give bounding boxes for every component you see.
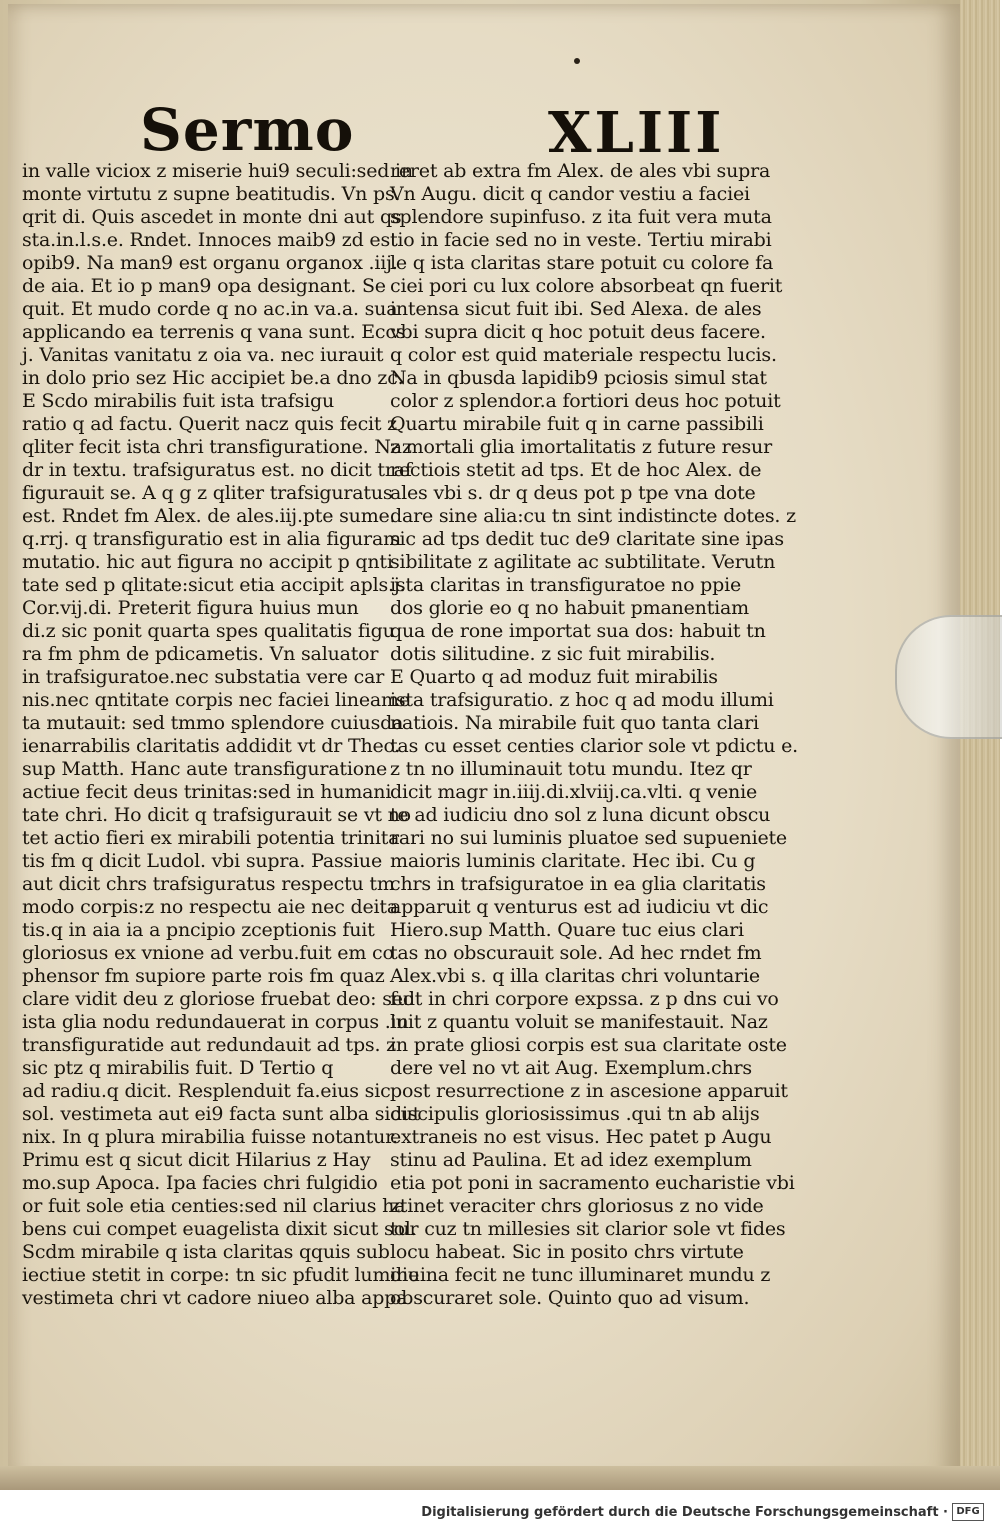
text-line: bens cui compet euagelista dixit sicut sol. (22, 1218, 417, 1240)
text-line: te ad iudiciu dno sol z luna dicunt obscu (390, 804, 771, 826)
text-column-left (22, 160, 421, 1310)
text-line: ad radiu.q dicit. Resplenduit fa.eius sic (22, 1080, 391, 1102)
text-line: iectiue stetit in corpe: tn sic pfudit lumine (22, 1264, 420, 1286)
text-line: vestimeta chri vt cadore niueo alba appa (22, 1287, 408, 1309)
text-line: z mortali glia imortalitatis z future resur (390, 436, 772, 458)
funding-credit: Digitalisierung gefördert durch die Deutsche Forschungsgemeinschaft · (421, 1505, 948, 1520)
text-line: ta mutauit: sed tmmo splendore cuiusda (22, 712, 404, 734)
text-line: in trafsiguratoe.nec substatia vere car (22, 666, 385, 688)
text-line: apparuit q venturus est ad iudiciu vt dic (390, 896, 769, 918)
text-line: z tn no illuminauit totu mundu. Itez qr (390, 758, 752, 780)
text-line: clare vidit deu z gloriose fruebat deo: sed (22, 988, 415, 1010)
text-line: Alex.vbi s. q illa claritas chri voluntarie (390, 965, 760, 987)
text-line: q color est quid materiale respectu lucis. (390, 344, 777, 366)
text-line: j. Vanitas vanitatu z oia va. nec iurauit (22, 344, 384, 366)
text-line: sibilitate z agilitate ac subtilitate. Verutn (390, 551, 776, 573)
text-line: dere vel no vt ait Aug. Exemplum.chrs (390, 1057, 752, 1079)
text-line: ienarrabilis claritatis addidit vt dr Theo. (22, 735, 401, 757)
text-line: ciei pori cu lux colore absorbeat qn fuerit (390, 275, 783, 297)
text-line: Hiero.sup Matth. Quare tuc eius clari (390, 919, 744, 941)
text-line: or fuit sole etia centies:sed nil clarius ha (22, 1195, 406, 1217)
text-line: mo.sup Apoca. Ipa facies chri fulgidio (22, 1172, 378, 1194)
text-line: dicit magr in.iiij.di.xlviij.ca.vlti. q venie (390, 781, 758, 803)
running-header-left: Sermo (140, 96, 355, 164)
text-line: transfiguratide aut redundauit ad tps. z (22, 1034, 396, 1056)
text-line: ista claritas in transfiguratoe no ppie (390, 574, 742, 596)
page-edges (960, 0, 1000, 1490)
text-line: actiue fecit deus trinitas:sed in humani (22, 781, 392, 803)
text-line: vbi supra dicit q hoc potuit deus facere. (390, 321, 766, 343)
text-line: tet actio fieri ex mirabili potentia trinita (22, 827, 400, 849)
text-line: extraneis no est visus. Hec patet p Augu (390, 1126, 772, 1148)
text-line: splendore supinfuso. z ita fuit vera muta (390, 206, 772, 228)
text-line: gloriosus ex vnione ad verbu.fuit em co (22, 942, 394, 964)
text-line: sic ad tps dedit tuc de9 claritate sine ipas (390, 528, 784, 550)
text-line: rectiois stetit ad tps. Et de hoc Alex. de (390, 459, 762, 481)
text-line: ista glia nodu redundauerat in corpus .in (22, 1011, 409, 1033)
text-line: figurauit se. A q g z qliter trafsiguratus (22, 482, 393, 504)
text-line: mutatio. hic aut figura no accipit p qnti (22, 551, 393, 573)
text-line: in valle viciox z miserie hui9 seculi:sed in (22, 160, 413, 182)
text-line: nix. In q plura mirabilia fuisse notantur. (22, 1126, 398, 1148)
text-line: natiois. Na mirabile fuit quo tanta clari (390, 712, 759, 734)
ink-dot (574, 58, 580, 64)
dfg-logo: DFG (952, 1503, 984, 1521)
text-line: tis.q in aia ia a pncipio zceptionis fuit (22, 919, 375, 941)
text-line: E Quarto q ad moduz fuit mirabilis (390, 666, 718, 688)
page-clip (895, 615, 1002, 739)
text-line: maioris luminis claritate. Hec ibi. Cu g (390, 850, 756, 872)
text-line: Scdm mirabile q ista claritas qquis sub (22, 1241, 390, 1263)
text-line: qrit di. Quis ascedet in monte dni aut qs (22, 206, 402, 228)
text-line: Vn Augu. dicit q candor vestiu a faciei (390, 183, 750, 205)
text-line: ales vbi s. dr q deus pot p tpe vna dote (390, 482, 756, 504)
folio-number: XLIII (548, 100, 725, 166)
text-line: locu habeat. Sic in posito chrs virtute (390, 1241, 744, 1263)
text-line: nis.nec qntitate corpis nec faciei lineame (22, 689, 410, 711)
text-line: tur cuz tn millesies sit clarior sole vt fides (390, 1218, 786, 1240)
text-line: quit. Et mudo corde q no ac.in va.a. sua (22, 298, 398, 320)
text-line: fuit in chri corpore expssa. z p dns cui vo (390, 988, 779, 1010)
text-line: monte virtutu z supne beatitudis. Vn ps. (22, 183, 401, 205)
text-line: sic ptz q mirabilis fuit. D Tertio q (22, 1057, 334, 1079)
text-line: in dolo prio sez Hic accipiet be.a dno zc. (22, 367, 404, 389)
text-line: applicando ea terrenis q vana sunt. Eccs (22, 321, 406, 343)
text-line: Na in qbusda lapidib9 pciosis simul stat (390, 367, 767, 389)
text-line: sta.in.l.s.e. Rndet. Innoces maib9 zd est (22, 229, 398, 251)
text-line: tate sed p qlitate:sicut etia accipit apls.j. (22, 574, 406, 596)
text-line: opib9. Na man9 est organu organox .iij. (22, 252, 398, 274)
text-line: ra fm phm de pdicametis. Vn saluator (22, 643, 379, 665)
text-line: de aia. Et io p man9 opa designant. Se (22, 275, 386, 297)
text-line: dotis silitudine. z sic fuit mirabilis. (390, 643, 716, 665)
text-line: modo corpis:z no respectu aie nec deita (22, 896, 398, 918)
text-line: le q ista claritas stare potuit cu colore fa (390, 252, 774, 274)
text-line: color z splendor.a fortiori deus hoc potuit (390, 390, 781, 412)
text-line: stinu ad Paulina. Et ad idez exemplum (390, 1149, 752, 1171)
text-line: aut dicit chrs trafsiguratus respectu tm (22, 873, 395, 895)
text-line: diuina fecit ne tunc illuminaret mundu z (390, 1264, 771, 1286)
text-line: obscuraret sole. Quinto quo ad visum. (390, 1287, 750, 1309)
text-line: tate chri. Ho dicit q trafsigurauit se vt no (22, 804, 411, 826)
text-line: intensa sicut fuit ibi. Sed Alexa. de ales (390, 298, 762, 320)
text-line: Quartu mirabile fuit q in carne passibili (390, 413, 764, 435)
text-line: dos glorie eo q no habuit pmanentiam (390, 597, 749, 619)
text-line: Cor.vij.di. Preterit figura huius mun (22, 597, 359, 619)
text-line: ztinet veraciter chrs gloriosus z no vide (390, 1195, 764, 1217)
text-line: dr in textu. trafsiguratus est. no dicit traf (22, 459, 412, 481)
bottom-edge (0, 1466, 1000, 1490)
text-line: phensor fm supiore parte rois fm quaz (22, 965, 385, 987)
text-line: tas no obscurauit sole. Ad hec rndet fm (390, 942, 762, 964)
text-line: E Scdo mirabilis fuit ista trafsigu (22, 390, 335, 412)
text-line: est. Rndet fm Alex. de ales.iij.pte sume. (22, 505, 396, 527)
text-line: ista trafsiguratio. z hoc q ad modu illumi (390, 689, 774, 711)
text-line: tis fm q dicit Ludol. vbi supra. Passiue (22, 850, 383, 872)
text-line: tas cu esset centies clarior sole vt pdictu e. (390, 735, 798, 757)
text-line: sol. vestimeta aut ei9 facta sunt alba sicut (22, 1103, 421, 1125)
text-line: post resurrectione z in ascesione apparuit (390, 1080, 788, 1102)
text-line: reret ab extra fm Alex. de ales vbi supra (390, 160, 771, 182)
text-line: rari no sui luminis pluatoe sed supueniete (390, 827, 787, 849)
text-line: ratio q ad factu. Querit nacz quis fecit z (22, 413, 397, 435)
text-line: luit z quantu voluit se manifestauit. Naz (390, 1011, 768, 1033)
text-line: sup Matth. Hanc aute transfiguratione (22, 758, 388, 780)
text-column-right (390, 160, 798, 1310)
text-line: tio in facie sed no in veste. Tertiu mirabi (390, 229, 772, 251)
text-line: q.rrj. q transfiguratio est in alia figuram (22, 528, 401, 550)
text-line: in prate gliosi corpis est sua claritate oste (390, 1034, 787, 1056)
text-line: di.z sic ponit quarta spes qualitatis figu (22, 620, 395, 642)
text-line: qliter fecit ista chri transfiguratione. Naz (22, 436, 412, 458)
text-line: dare sine alia:cu tn sint indistincte dotes. z (390, 505, 796, 527)
text-line: chrs in trafsiguratoe in ea glia claritatis (390, 873, 766, 895)
text-line: discipulis gloriosissimus .qui tn ab alijs (390, 1103, 760, 1125)
text-line: Primu est q sicut dicit Hilarius z Hay (22, 1149, 371, 1171)
text-line: qua de rone importat sua dos: habuit tn (390, 620, 766, 642)
text-line: etia pot poni in sacramento eucharistie vbi (390, 1172, 795, 1194)
